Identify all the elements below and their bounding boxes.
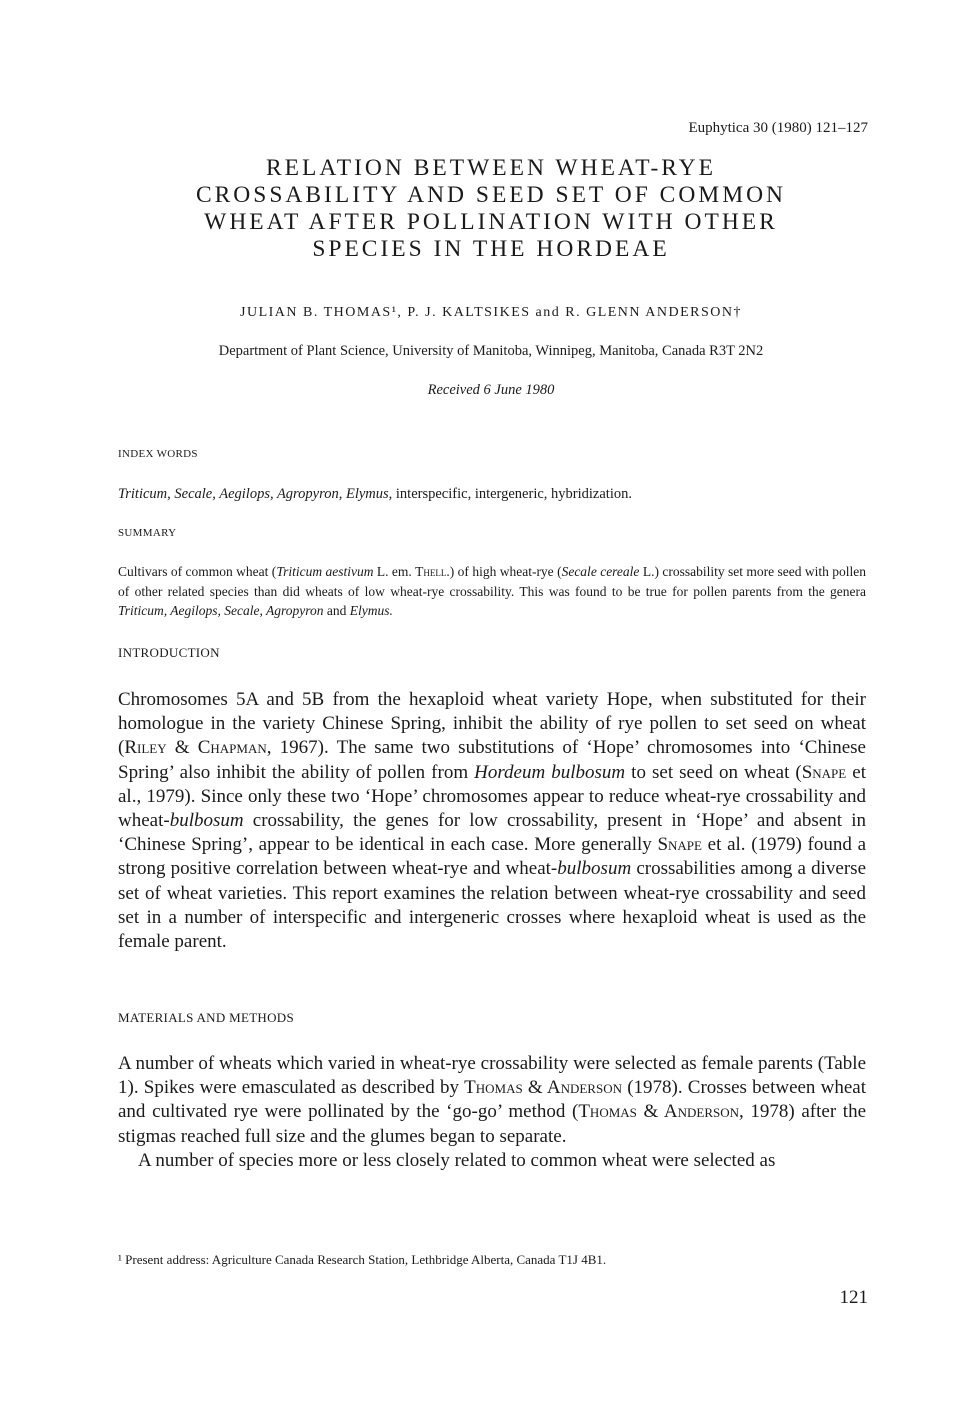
introduction-text — [118, 688, 866, 954]
genus-names: Triticum, Aegilops, Secale, Agropyron — [118, 603, 324, 618]
methods-paragraph: A number of species more or less closely related to common wheat were selected as — [138, 1149, 776, 1171]
genus-name: Elymus. — [349, 603, 393, 618]
text-run: L. em. — [373, 564, 416, 579]
text-run: , 1978) after the stigmas reached full size and the glumes began to separate. — [118, 1101, 867, 1147]
journal-reference: Euphytica 30 (1980) 121–127 — [688, 120, 868, 136]
title-line: WHEAT AFTER POLLINATION WITH OTHER — [204, 209, 778, 235]
author-citation: Riley & Chapman — [124, 737, 267, 759]
species-name: bulbosum — [557, 858, 632, 880]
species-name: Triticum aestivum — [276, 564, 374, 579]
introduction-paragraph — [118, 688, 866, 954]
summary-text — [118, 562, 866, 621]
species-name: bulbosum — [169, 810, 244, 832]
methods-heading: MATERIALS AND METHODS — [118, 1010, 295, 1025]
title-line: SPECIES IN THE HORDEAE — [312, 236, 670, 262]
author-citation: Thomas & Anderson — [464, 1077, 622, 1099]
text-run: and — [323, 603, 350, 618]
summary-heading: SUMMARY — [118, 527, 177, 539]
author-citation: Thomas & Anderson — [578, 1101, 740, 1123]
author-citation: Snape — [801, 761, 847, 783]
text-run: crossabilities among a diverse set of wheat varieties. This report examines the relation between wheat-rye crossability and seed set in a number of interspecific and intergeneric crosses where hexaploid wheat is used as the female parent. — [118, 858, 866, 953]
text-run: Cultivars of common wheat ( — [118, 564, 277, 579]
page-number: 121 — [839, 1287, 868, 1308]
footnote: ¹ Present address: Agriculture Canada Research Station, Lethbridge Alberta, Canada T1J 4B1. — [118, 1252, 607, 1267]
author-citation: Snape — [657, 834, 702, 856]
text-run: (1978). Crosses between wheat and cultivated rye were pollinated by the ‘go-go’ method ( — [118, 1077, 867, 1123]
text-run: et al., 1979). Since only these two ‘Hope’ chromosomes appear to reduce wheat-rye crossability and wheat- — [118, 761, 866, 832]
index-words — [118, 486, 632, 503]
text-run: A number of wheats which varied in wheat-rye crossability were selected as female parents (Table 1). Spikes were emasculated as described by — [118, 1053, 866, 1099]
text-run: crossability, the genes for low crossability, present in ‘Hope’ and absent in ‘Chinese Spring’, appear to be identical in each case. More generally — [118, 810, 866, 856]
index-words-terms: interspecific, intergeneric, hybridization. — [392, 486, 632, 502]
text-run: ) of high wheat-rye ( — [449, 564, 562, 579]
text-run: to set seed on wheat ( — [625, 761, 802, 783]
species-name: Hordeum bulbosum — [474, 761, 626, 783]
index-words-genera: Triticum, Secale, Aegilops, Agropyron, Elymus, — [118, 486, 393, 502]
paper-title — [118, 155, 864, 263]
methods-paragraph — [118, 1052, 866, 1149]
received-date: Received 6 June 1980 — [427, 382, 555, 398]
introduction-heading: INTRODUCTION — [118, 645, 220, 660]
text-run: , 1967). The same two substitutions of ‘Hope’ chromosomes into ‘Chinese Spring’ also inhibit the ability of pollen from — [118, 737, 866, 783]
text-run: Chromosomes 5A and 5B from the hexaploid wheat variety Hope, when substituted for their homologue in the variety Chinese Spring, inhibit the ability of rye pollen to set seed on wheat ( — [118, 689, 866, 759]
text-run: L.) crossability set more seed with pollen of other related species than did wheats of low wheat-rye crossability. This was found to be true for pollen parents from the genera — [118, 564, 867, 599]
author-citation: Thell. — [415, 564, 450, 579]
text-run: et al. (1979) found a strong positive correlation between wheat-rye and wheat- — [118, 834, 867, 880]
index-words-heading: INDEX WORDS — [118, 448, 198, 460]
title-line: RELATION BETWEEN WHEAT-RYE — [265, 155, 717, 181]
species-name: Secale cereale — [561, 564, 640, 579]
title-line: CROSSABILITY AND SEED SET OF COMMON — [195, 182, 787, 208]
author-list: JULIAN B. THOMAS¹, P. J. KALTSIKES and R. GLENN ANDERSON† — [240, 305, 742, 320]
methods-text — [118, 1052, 866, 1173]
affiliation: Department of Plant Science, University of Manitoba, Winnipeg, Manitoba, Canada R3T 2N2 — [218, 343, 764, 359]
